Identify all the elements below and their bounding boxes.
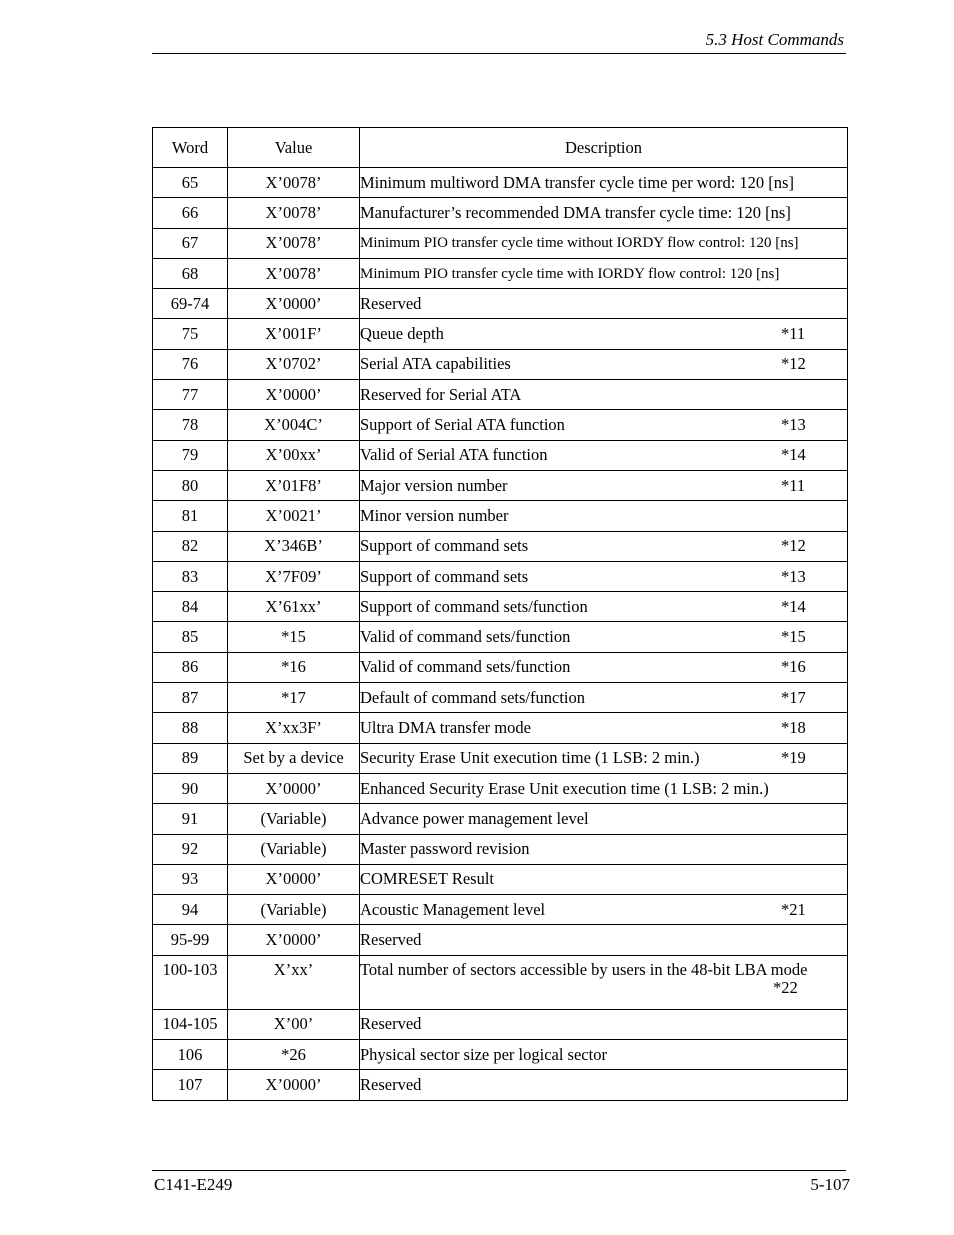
document-id: C141-E249 — [154, 1175, 233, 1194]
table-row — [153, 804, 848, 834]
description-text: Support of command sets/function — [360, 596, 588, 616]
value-cell: X’0000’ — [228, 864, 360, 894]
value-cell: X’0000’ — [228, 380, 360, 410]
word-cell: 82 — [153, 531, 228, 561]
page-number: 5-107 — [810, 1175, 850, 1194]
word-cell: 94 — [153, 895, 228, 925]
value-cell: *17 — [228, 683, 360, 713]
value-cell: X’0078’ — [228, 258, 360, 288]
description-text: Total number of sectors accessible by users in the 48-bit LBA mode — [360, 959, 808, 979]
description-cell — [360, 895, 848, 925]
description-text: Support of Serial ATA function — [360, 415, 565, 435]
table-row — [153, 561, 848, 591]
value-cell: X’001F’ — [228, 319, 360, 349]
table-row — [153, 380, 848, 410]
description-text: Serial ATA capabilities — [360, 354, 511, 374]
word-cell: 66 — [153, 198, 228, 228]
note-ref: *14 — [781, 445, 806, 465]
table-row — [153, 319, 848, 349]
word-cell: 68 — [153, 258, 228, 288]
description-cell — [360, 410, 848, 440]
note-ref: *16 — [781, 657, 806, 677]
description-text: Master password revision — [360, 839, 530, 859]
word-cell: 100-103 — [153, 955, 228, 1009]
header-rule — [152, 53, 846, 54]
description-text: Enhanced Security Erase Unit execution time (1 LSB: 2 min.) — [360, 778, 769, 798]
table-row — [153, 652, 848, 682]
value-cell: X’004C’ — [228, 410, 360, 440]
note-ref: *18 — [781, 717, 806, 737]
description-text: Reserved — [360, 293, 422, 313]
table-row — [153, 622, 848, 652]
description-cell — [360, 1009, 848, 1039]
value-cell: X’61xx’ — [228, 592, 360, 622]
table-row — [153, 168, 848, 198]
table-row — [153, 198, 848, 228]
word-cell: 77 — [153, 380, 228, 410]
value-cell: X’0078’ — [228, 228, 360, 258]
word-cell: 65 — [153, 168, 228, 198]
value-cell: X’0021’ — [228, 501, 360, 531]
description-text: Major version number — [360, 475, 508, 495]
note-ref: *21 — [781, 899, 806, 919]
description-text: Ultra DMA transfer mode — [360, 717, 531, 737]
word-cell: 87 — [153, 683, 228, 713]
description-text: Queue depth — [360, 324, 444, 344]
value-cell: *15 — [228, 622, 360, 652]
description-text: Support of command sets — [360, 536, 529, 556]
description-cell — [360, 319, 848, 349]
table-row — [153, 713, 848, 743]
description-text: Valid of Serial ATA function — [360, 445, 548, 465]
table-row — [153, 470, 848, 500]
description-cell — [360, 258, 848, 288]
word-cell: 79 — [153, 440, 228, 470]
description-cell — [360, 773, 848, 803]
value-cell: X’xx3F’ — [228, 713, 360, 743]
value-cell: X’0078’ — [228, 168, 360, 198]
description-cell — [360, 743, 848, 773]
word-cell: 92 — [153, 834, 228, 864]
table-header-row — [153, 128, 848, 168]
description-text: Minimum multiword DMA transfer cycle time per word: 120 [ns] — [360, 172, 794, 192]
description-cell — [360, 834, 848, 864]
note-ref: *12 — [781, 536, 806, 556]
note-ref: *11 — [781, 324, 806, 344]
note-ref: *13 — [781, 415, 806, 435]
description-cell — [360, 561, 848, 591]
value-cell: Set by a device — [228, 743, 360, 773]
word-cell: 80 — [153, 470, 228, 500]
word-cell: 107 — [153, 1070, 228, 1100]
description-cell — [360, 955, 848, 1009]
table-row — [153, 864, 848, 894]
description-cell — [360, 440, 848, 470]
description-text: Reserved — [360, 930, 422, 950]
table-row — [153, 1070, 848, 1100]
table-row — [153, 501, 848, 531]
description-cell — [360, 198, 848, 228]
word-cell: 84 — [153, 592, 228, 622]
description-cell — [360, 228, 848, 258]
word-cell: 85 — [153, 622, 228, 652]
description-cell — [360, 380, 848, 410]
description-text: Minor version number — [360, 505, 509, 525]
word-cell: 67 — [153, 228, 228, 258]
word-cell: 86 — [153, 652, 228, 682]
description-cell — [360, 683, 848, 713]
value-cell: X’0000’ — [228, 773, 360, 803]
description-text: Reserved — [360, 1074, 422, 1094]
description-text: Valid of command sets/function — [360, 657, 571, 677]
description-text: Minimum PIO transfer cycle time with IORDY flow control: 120 [ns] — [360, 265, 780, 282]
word-cell: 81 — [153, 501, 228, 531]
word-cell: 75 — [153, 319, 228, 349]
note-ref: *13 — [781, 566, 806, 586]
value-cell: X’00’ — [228, 1009, 360, 1039]
table-row — [153, 440, 848, 470]
description-cell — [360, 925, 848, 955]
word-cell: 69-74 — [153, 289, 228, 319]
note-ref: *15 — [781, 627, 806, 647]
value-cell: X’0000’ — [228, 925, 360, 955]
word-cell: 106 — [153, 1040, 228, 1070]
column-header-word: Word — [153, 128, 228, 168]
table-row — [153, 349, 848, 379]
table-row — [153, 834, 848, 864]
word-cell: 78 — [153, 410, 228, 440]
column-header-description: Description — [360, 128, 848, 168]
table-row — [153, 1040, 848, 1070]
value-cell: X’0000’ — [228, 289, 360, 319]
value-cell: X’00xx’ — [228, 440, 360, 470]
value-cell: X’7F09’ — [228, 561, 360, 591]
table-row — [153, 289, 848, 319]
value-cell: X’0000’ — [228, 1070, 360, 1100]
description-cell — [360, 501, 848, 531]
description-text: Reserved — [360, 1014, 422, 1034]
value-cell: X’0078’ — [228, 198, 360, 228]
description-text: Physical sector size per logical sector — [360, 1044, 607, 1064]
column-header-value: Value — [228, 128, 360, 168]
value-cell: X’0702’ — [228, 349, 360, 379]
word-cell: 83 — [153, 561, 228, 591]
note-ref: *11 — [781, 475, 806, 495]
identify-device-table — [152, 127, 848, 1101]
word-cell: 89 — [153, 743, 228, 773]
table-row — [153, 955, 848, 1009]
description-text: Default of command sets/function — [360, 687, 585, 707]
note-ref: *19 — [781, 748, 806, 768]
description-text: Valid of command sets/function — [360, 627, 571, 647]
table-row — [153, 531, 848, 561]
word-cell: 104-105 — [153, 1009, 228, 1039]
running-head: 5.3 Host Commands — [705, 30, 844, 49]
value-cell: *26 — [228, 1040, 360, 1070]
word-cell: 93 — [153, 864, 228, 894]
description-cell — [360, 804, 848, 834]
description-cell — [360, 713, 848, 743]
note-ref: *17 — [781, 687, 806, 707]
footer-rule — [152, 1170, 846, 1171]
table-row — [153, 773, 848, 803]
word-cell: 88 — [153, 713, 228, 743]
description-cell — [360, 168, 848, 198]
description-cell — [360, 1040, 848, 1070]
value-cell: (Variable) — [228, 834, 360, 864]
value-cell: *16 — [228, 652, 360, 682]
description-text: Minimum PIO transfer cycle time without IORDY flow control: 120 [ns] — [360, 235, 799, 252]
note-ref: *12 — [781, 354, 806, 374]
table-row — [153, 1009, 848, 1039]
table-row — [153, 895, 848, 925]
description-text: Support of command sets — [360, 566, 529, 586]
description-text: COMRESET Result — [360, 869, 495, 889]
word-cell: 91 — [153, 804, 228, 834]
note-ref: *22 — [773, 977, 798, 997]
value-cell: X’346B’ — [228, 531, 360, 561]
table-row — [153, 258, 848, 288]
description-cell — [360, 622, 848, 652]
word-cell: 76 — [153, 349, 228, 379]
description-cell — [360, 531, 848, 561]
description-cell — [360, 652, 848, 682]
description-text: Reserved for Serial ATA — [360, 384, 522, 404]
description-cell — [360, 1070, 848, 1100]
value-cell: (Variable) — [228, 804, 360, 834]
description-cell — [360, 864, 848, 894]
value-cell: (Variable) — [228, 895, 360, 925]
word-cell: 90 — [153, 773, 228, 803]
table-row — [153, 592, 848, 622]
description-text: Manufacturer’s recommended DMA transfer cycle time: 120 [ns] — [360, 202, 791, 222]
value-cell: X’01F8’ — [228, 470, 360, 500]
table-row — [153, 410, 848, 440]
table-row — [153, 743, 848, 773]
description-cell — [360, 592, 848, 622]
description-cell — [360, 349, 848, 379]
description-cell — [360, 289, 848, 319]
value-cell: X’xx’ — [228, 955, 360, 1009]
description-cell — [360, 470, 848, 500]
table-row — [153, 683, 848, 713]
note-ref: *14 — [781, 596, 806, 616]
table-row — [153, 228, 848, 258]
description-text: Security Erase Unit execution time (1 LSB: 2 min.) — [360, 748, 700, 768]
table-row — [153, 925, 848, 955]
description-text: Acoustic Management level — [360, 899, 546, 919]
word-cell: 95-99 — [153, 925, 228, 955]
description-text: Advance power management level — [360, 808, 589, 828]
